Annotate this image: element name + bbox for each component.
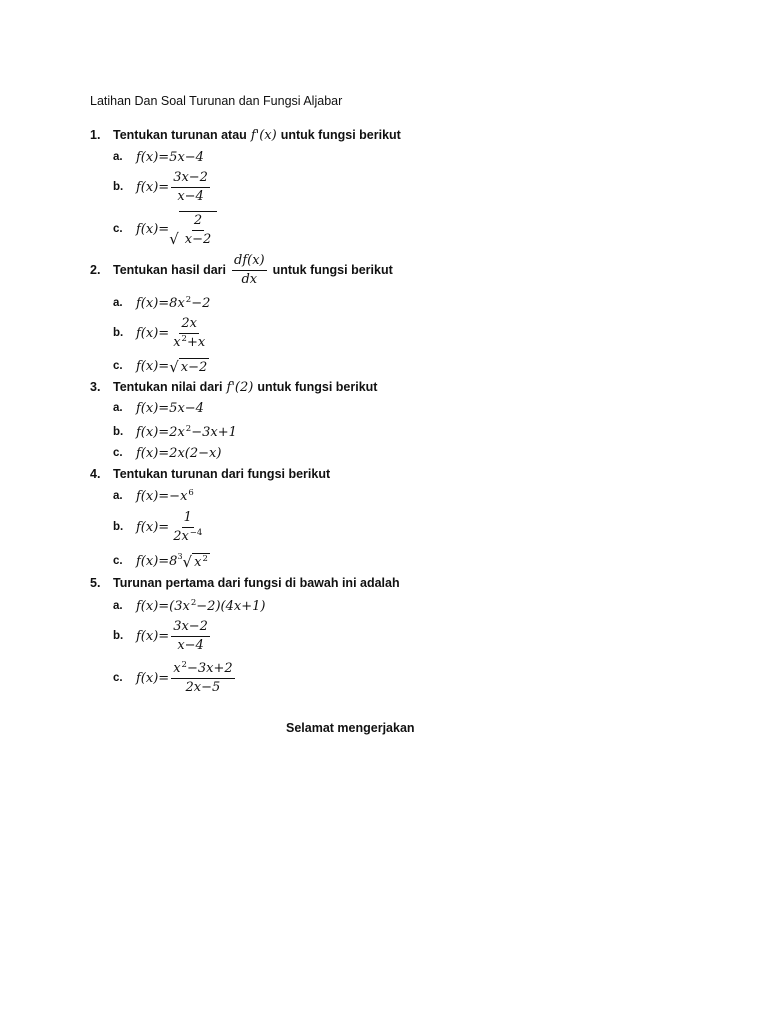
radicand	[179, 358, 210, 375]
item-letter: c.	[113, 360, 123, 372]
math-text: f(x)=5x−4	[136, 149, 204, 165]
math-text: 2	[193, 212, 203, 228]
item-letter: b.	[113, 426, 124, 438]
question-text	[113, 467, 330, 481]
math-text: f(x)=−x	[136, 488, 188, 504]
math-text: f(x)=	[136, 519, 170, 535]
superscript: 2	[185, 294, 192, 305]
fraction	[171, 619, 210, 653]
item-expression	[136, 619, 212, 653]
denominator	[175, 188, 206, 205]
math-text: f(x)=(3x	[136, 598, 190, 614]
math-text: 2x	[181, 315, 197, 331]
item-expression	[136, 401, 204, 416]
math-text: x−2	[180, 359, 208, 375]
radicand	[192, 553, 210, 570]
item-expression	[136, 661, 237, 695]
question-text	[113, 128, 401, 143]
numerator	[171, 661, 234, 679]
math-text: f(x)=	[136, 221, 170, 237]
item-expression	[136, 510, 206, 544]
item-letter: c.	[113, 672, 123, 684]
denominator	[171, 528, 204, 545]
item-expression	[136, 553, 210, 570]
math-text: f(x)=2x	[136, 424, 185, 440]
math-text: 1	[183, 509, 192, 525]
question-text-before: Tentukan nilai dari	[113, 380, 223, 394]
question-math	[251, 128, 277, 143]
math-text: f(x)=	[136, 325, 170, 341]
item-expression	[136, 170, 212, 204]
numerator	[192, 213, 204, 231]
superscript: 2	[181, 659, 187, 670]
item-letter: c.	[113, 447, 123, 459]
denominator	[171, 334, 207, 351]
question-math	[227, 380, 254, 395]
fraction	[232, 253, 267, 287]
question-text-before: Tentukan hasil dari	[113, 263, 226, 277]
fraction	[171, 510, 204, 544]
denominator	[183, 231, 214, 248]
item-expression	[136, 211, 217, 247]
math-text: 3x−2	[173, 169, 208, 185]
item-letter: b.	[113, 630, 124, 642]
math-text: x	[173, 334, 181, 350]
item-letter: c.	[113, 223, 123, 235]
math-text: 2x	[173, 528, 189, 544]
item-expression	[136, 316, 209, 350]
item-expression	[136, 358, 209, 375]
radical-sign: √	[169, 357, 179, 376]
superscript: 2	[185, 423, 192, 434]
superscript: 2	[190, 597, 197, 608]
item-letter: a.	[113, 490, 123, 502]
math-text: −2	[191, 295, 211, 311]
radicand	[179, 211, 218, 247]
math-text: f(x)=8x	[136, 295, 185, 311]
math-text: x	[194, 554, 202, 570]
item-expression	[136, 425, 237, 440]
math-text: f(x)=2x(2−x)	[136, 445, 222, 461]
root-index: 3	[177, 551, 183, 561]
math-text: −3x+2	[186, 660, 233, 676]
question-text-after: untuk fungsi berikut	[272, 263, 393, 277]
math-text: f(x)=	[136, 358, 170, 374]
math-text: 3x−2	[173, 618, 208, 634]
denominator	[175, 637, 206, 654]
item-letter: a.	[113, 151, 123, 163]
math-text: +x	[186, 334, 206, 350]
item-expression	[136, 296, 210, 311]
superscript: 6	[188, 487, 194, 498]
math-text: f(x)=	[136, 628, 170, 644]
item-letter: c.	[113, 555, 123, 567]
item-letter: b.	[113, 327, 124, 339]
math-text: −2)(4x+1)	[196, 598, 266, 614]
item-letter: b.	[113, 521, 124, 533]
question-text	[113, 380, 377, 395]
math-text: f(x)=	[136, 179, 170, 195]
radical-sign: √	[169, 230, 179, 249]
math-text: df(x)	[234, 252, 265, 268]
fraction	[183, 213, 214, 247]
numerator	[232, 253, 267, 271]
square-root	[169, 358, 209, 375]
document-title: Latihan Dan Soal Turunan dan Fungsi Aljabar	[90, 94, 343, 108]
radical-sign: √	[182, 552, 193, 571]
question-math	[230, 253, 269, 287]
closing-text: Selamat mengerjakan	[286, 721, 415, 735]
numerator	[179, 316, 199, 334]
item-letter: b.	[113, 181, 124, 193]
math-text: dx	[241, 271, 258, 287]
math-text: −3x+1	[191, 424, 237, 440]
superscript: 2	[202, 553, 208, 564]
superscript: −4	[189, 527, 203, 538]
math-text: f'(2)	[226, 379, 254, 395]
numerator	[171, 619, 210, 637]
question-text	[113, 576, 400, 590]
math-text: 2x−5	[185, 679, 221, 695]
denominator	[239, 271, 259, 288]
item-letter: a.	[113, 297, 123, 309]
question-text-before: Turunan pertama dari fungsi di bawah ini adalah	[113, 576, 400, 590]
nth-root	[177, 553, 209, 570]
math-text: x−4	[177, 637, 204, 653]
numerator	[171, 170, 210, 188]
square-root	[169, 211, 217, 247]
item-expression	[136, 446, 221, 461]
item-expression	[136, 599, 265, 614]
question-text	[113, 253, 393, 287]
question-text-before: Tentukan turunan dari fungsi berikut	[113, 467, 331, 481]
math-text: f'(x)	[250, 127, 277, 143]
question-number: 1.	[90, 128, 101, 142]
math-text: x−4	[177, 188, 204, 204]
fraction	[171, 170, 210, 204]
superscript: 2	[181, 333, 187, 344]
item-letter: a.	[113, 600, 123, 612]
fraction	[171, 316, 207, 350]
question-number: 5.	[90, 576, 101, 590]
question-text-after: untuk fungsi berikut	[257, 380, 378, 394]
question-text-after: untuk fungsi berikut	[280, 128, 401, 142]
question-number: 3.	[90, 380, 101, 394]
item-expression	[136, 489, 194, 504]
math-text: x	[173, 660, 181, 676]
item-expression	[136, 150, 204, 165]
item-letter: a.	[113, 402, 123, 414]
question-text-before: Tentukan turunan atau	[113, 128, 247, 142]
math-text: f(x)=8	[136, 553, 178, 569]
math-text: f(x)=5x−4	[136, 400, 204, 416]
question-number: 2.	[90, 263, 101, 277]
denominator	[184, 679, 223, 696]
numerator	[182, 510, 194, 528]
question-number: 4.	[90, 467, 101, 481]
fraction	[171, 661, 234, 695]
math-text: f(x)=	[136, 670, 170, 686]
math-text: x−2	[184, 231, 212, 247]
